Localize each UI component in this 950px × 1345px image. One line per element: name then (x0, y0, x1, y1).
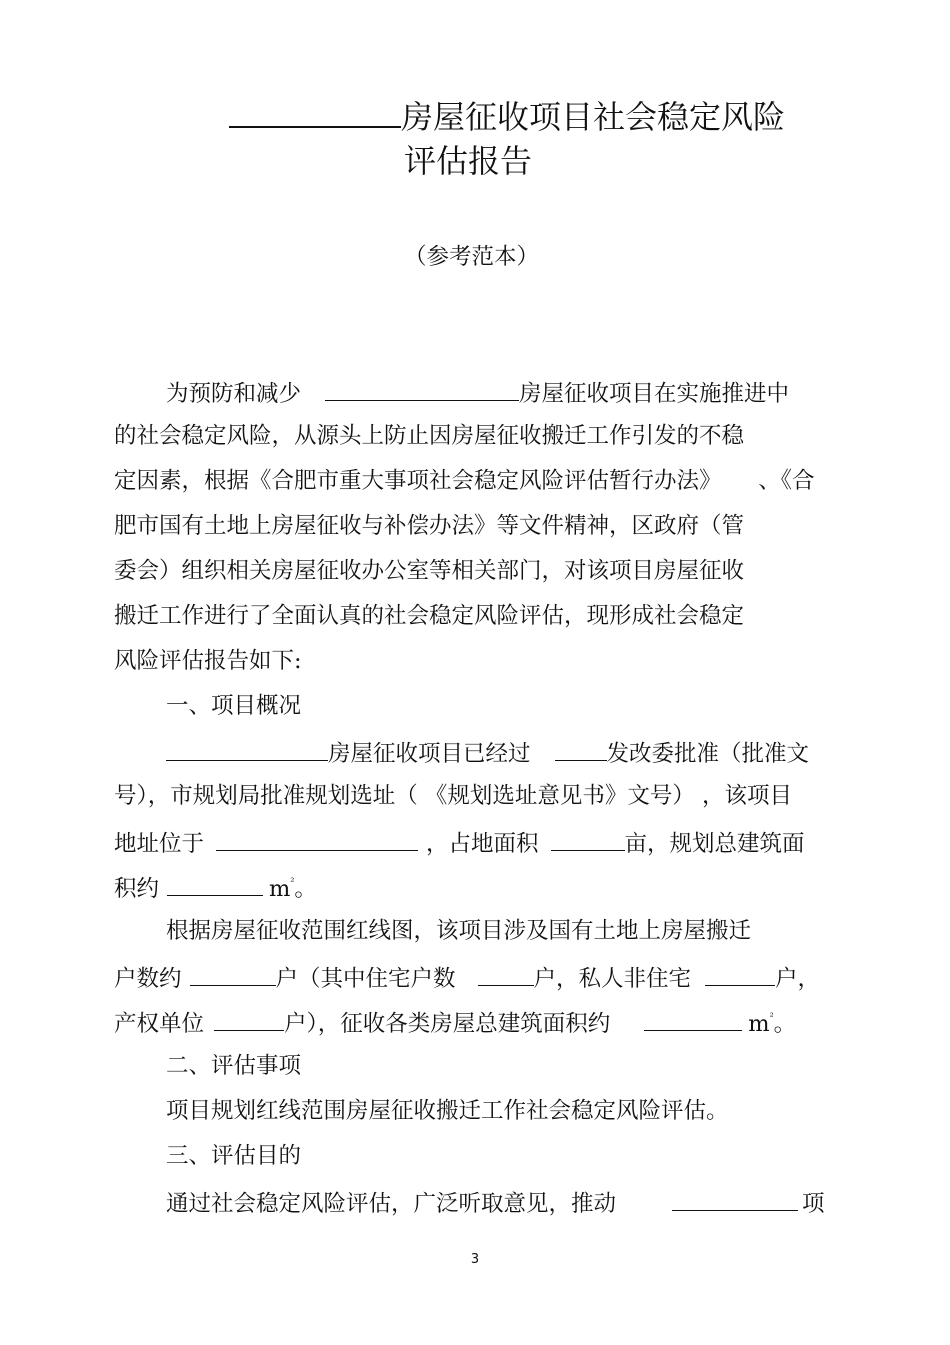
section-3-heading: 三、评估目的 (166, 1143, 302, 1169)
section-2-heading: 二、评估事项 (166, 1053, 302, 1079)
title-line-1: 房屋征收项目社会稳定风险 (229, 94, 785, 137)
blank-land-area (551, 826, 625, 851)
intro-line-6: 搬迁工作进行了全面认真的社会稳定风险评估，现形成社会稳定 (114, 603, 745, 629)
s1-p1-line-2: 号），市规划局批准规划选址（ 《规划选址意见书》文号） ，该项目 (114, 783, 793, 809)
title-blank (229, 94, 401, 128)
s1-p2-line-2: 户数约 户（其中住宅户数 户，私人非住宅 户， (114, 961, 820, 994)
s1-p2-line-1: 根据房屋征收范围红线图，该项目涉及国有土地上房屋搬迁 (166, 918, 752, 944)
blank-nonresidential (705, 961, 775, 986)
intro-line-5: 委会）组织相关房屋征收办公室等相关部门，对该项目房屋征收 (114, 558, 745, 584)
section-2-text: 项目规划红线范围房屋征收搬迁工作社会稳定风险评估。 (166, 1098, 729, 1124)
intro-line-4: 肥市国有土地上房屋征收与补偿办法》等文件精神，区政府（管 (114, 513, 745, 539)
intro-line-7: 风险评估报告如下: (114, 648, 302, 674)
blank-property-units (214, 1006, 284, 1031)
section-1-heading: 一、项目概况 (166, 693, 302, 719)
title-line-2: 评估报告 (404, 142, 533, 180)
blank-building-area (167, 871, 263, 896)
blank-residential (478, 961, 534, 986)
s1-p1-line-3: 地址位于 ，占地面积 亩，规划总建筑面 (114, 826, 805, 859)
subtitle: （参考范本） (404, 244, 540, 270)
blank-approver (555, 736, 607, 761)
blank-households (190, 961, 276, 986)
blank-project (166, 736, 328, 761)
blank-project-name (325, 376, 519, 401)
intro-line-3: 定因素，根据《合肥市重大事项社会稳定风险评估暂行办法》 、《合 (114, 468, 815, 494)
blank-address (216, 826, 418, 851)
blank-project-promote (672, 1186, 798, 1211)
page-number: 3 (470, 1252, 480, 1267)
s1-p1-line-4: 积约 $m^{^2}$。 (114, 871, 317, 904)
intro-line-1: 为预防和减少 房屋征收项目在实施推进中 (166, 376, 789, 409)
section-3-line-1: 通过社会稳定风险评估，广泛听取意见，推动 项 (166, 1186, 825, 1219)
intro-line-2: 的社会稳定风险，从源头上防止因房屋征收搬迁工作引发的不稳 (114, 423, 745, 449)
s1-p1-line-1: 房屋征收项目已经过 发改委批准（批准文 (166, 736, 809, 769)
blank-total-area (644, 1006, 742, 1031)
s1-p2-line-3: 产权单位 户），征收各类房屋总建筑面积约 $m^{^2}$。 (114, 1006, 796, 1039)
